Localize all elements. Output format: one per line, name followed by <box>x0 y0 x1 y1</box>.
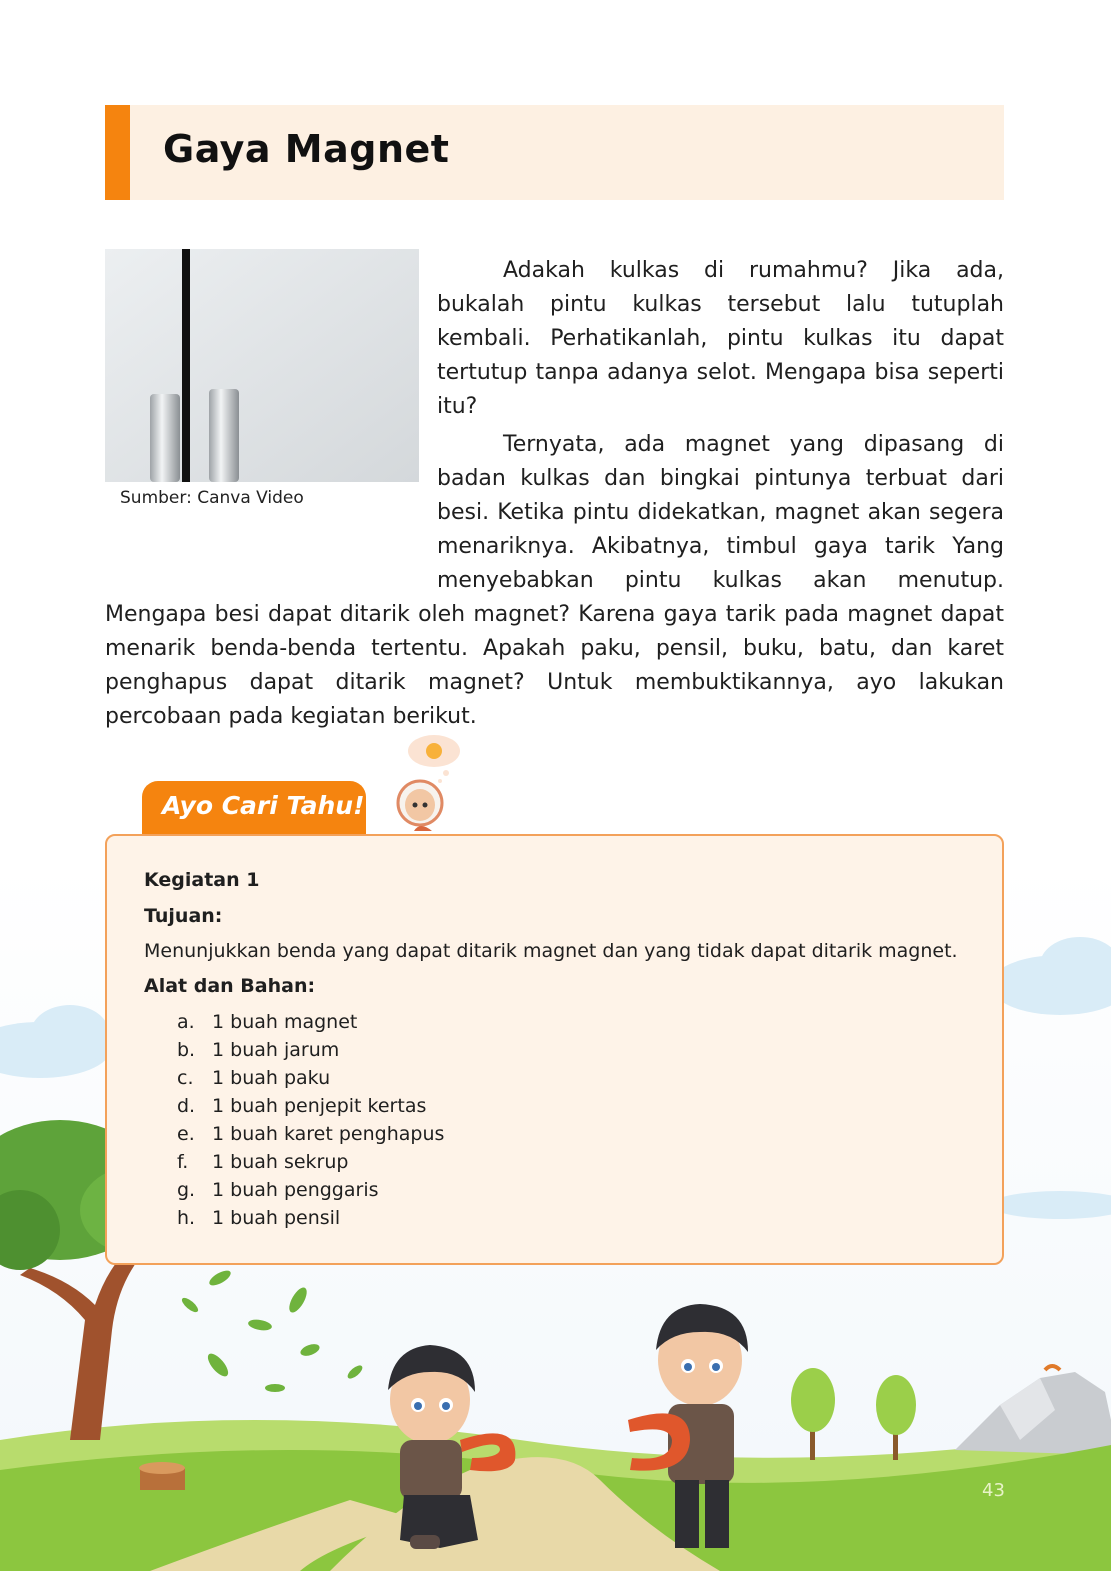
list-item <box>144 1092 974 1120</box>
list-text: 1 buah jarum <box>212 1039 340 1061</box>
list-text: 1 buah paku <box>212 1067 331 1089</box>
goal-label: Tujuan: <box>144 905 223 927</box>
paragraph-2: Ternyata, ada magnet yang dipasang di badan kulkas dan bingkai pintunya terbuat dari besi. Ketika pintu didekatkan, magnet akan segera menariknya. Akibatnya, timbul gaya tarik Yang menyebabkan pintu kulkas akan menutup. Mengapa besi dapat ditarik oleh magnet? Karena gaya tarik pada magnet dapat menarik benda-benda tertentu. Apakah paku, pensil, buku, batu, dan karet penghapus dapat ditarik magnet? Untuk membuktikannya, ayo lakukan percobaan pada kegiatan berikut. <box>105 432 1004 729</box>
activity-content <box>144 868 974 1232</box>
list-text: 1 buah sekrup <box>212 1151 349 1173</box>
title-bar <box>105 105 1004 200</box>
list-letter: h. <box>177 1207 196 1229</box>
list-item <box>144 1120 974 1148</box>
list-text: 1 buah penggaris <box>212 1179 379 1201</box>
list-text: 1 buah karet penghapus <box>212 1123 445 1145</box>
list-item <box>144 1148 974 1176</box>
list-text: 1 buah pensil <box>212 1207 341 1229</box>
page-title: Gaya Magnet <box>163 127 450 171</box>
materials-list <box>144 1008 974 1232</box>
list-letter: d. <box>177 1095 196 1117</box>
list-item <box>144 1176 974 1204</box>
list-item <box>144 1036 974 1064</box>
title-accent-bar <box>105 105 130 200</box>
activity-heading: Kegiatan 1 <box>144 869 260 891</box>
activity-box <box>105 834 1004 1265</box>
list-item <box>144 1064 974 1092</box>
paragraph-1: Adakah kulkas di rumahmu? Jika ada, bukalah pintu kulkas tersebut lalu tutuplah kembali. Perhatikanlah, pintu kulkas itu dapat tertutup tanpa adanya selot. Mengapa bisa seperti itu? <box>437 258 1004 419</box>
thinking-girl-icon <box>384 733 464 837</box>
list-letter: f. <box>177 1151 189 1173</box>
list-item <box>144 1204 974 1232</box>
list-item <box>144 1008 974 1036</box>
image-float-spacer <box>105 254 437 584</box>
intro-text <box>105 254 1004 738</box>
list-text: 1 buah magnet <box>212 1011 358 1033</box>
materials-label: Alat dan Bahan: <box>144 975 316 997</box>
activity-tab <box>142 781 366 837</box>
goal-text: Menunjukkan benda yang dapat ditarik magnet dan yang tidak dapat ditarik magnet. <box>144 940 958 962</box>
page-number: 43 <box>982 1480 1005 1501</box>
list-letter: a. <box>177 1011 195 1033</box>
photo-caption: Sumber: Canva Video <box>120 488 304 508</box>
list-text: 1 buah penjepit kertas <box>212 1095 427 1117</box>
list-letter: g. <box>177 1179 196 1201</box>
list-letter: c. <box>177 1067 194 1089</box>
activity-tab-label: Ayo Cari Tahu! <box>162 791 365 820</box>
list-letter: b. <box>177 1039 196 1061</box>
list-letter: e. <box>177 1123 195 1145</box>
